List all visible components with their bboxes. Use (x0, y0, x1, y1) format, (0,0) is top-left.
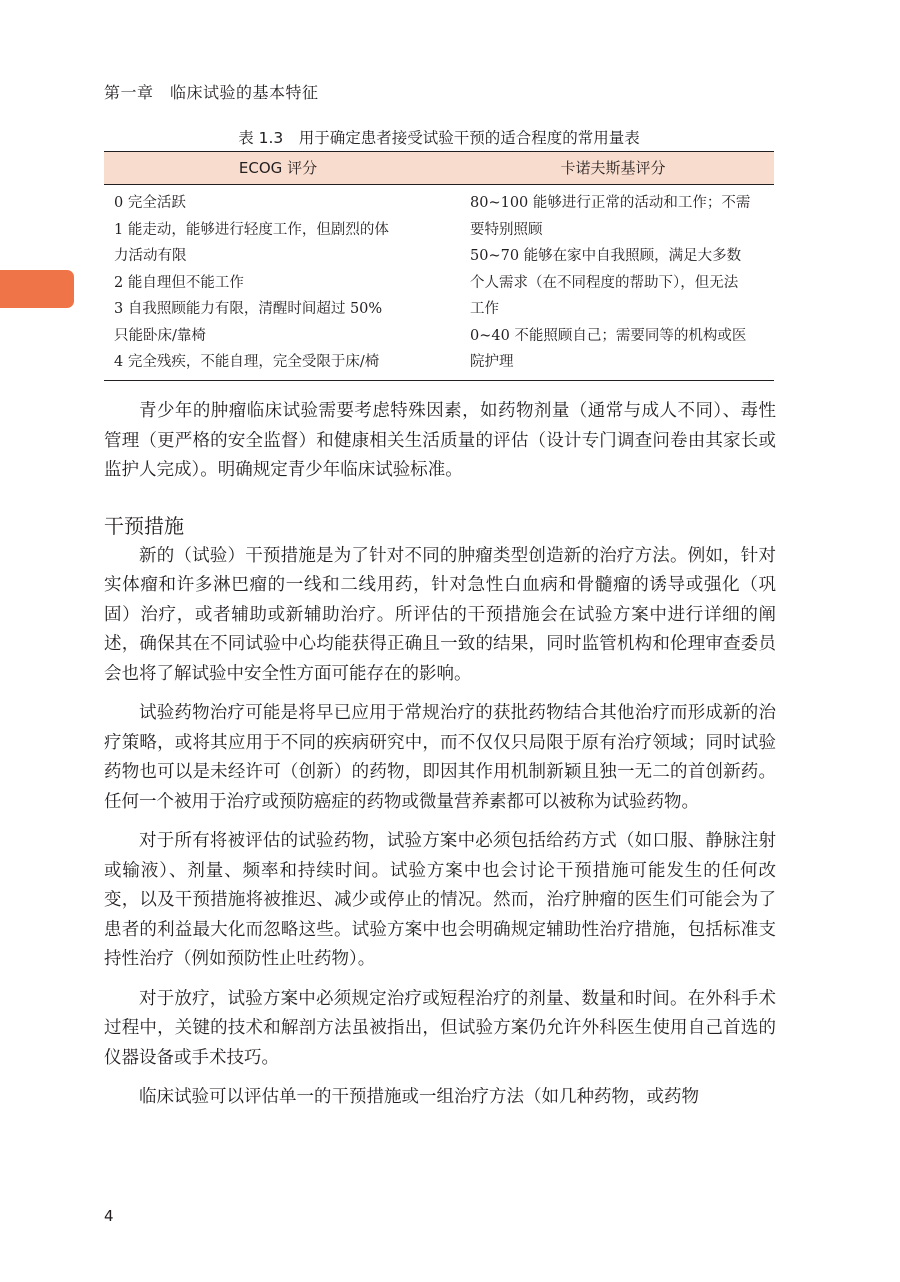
karnofsky-line: 要特别照顾 (470, 221, 543, 238)
paragraph-new-interventions: 新的（试验）干预措施是为了针对不同的肿瘤类型创造新的治疗方法。例如，针对实体瘤和许多淋巴瘤的一线和二线用药，针对急性白血病和骨髓瘤的诱导或强化（巩固）治疗，或者辅助或新辅助治疗。所评估的干预措施会在试验方案中进行详细的阐述，确保其在不同试验中心均能获得正确且一致的结果，同时监管机构和伦理审查委员会也将了解试验中安全性方面可能存在的影响。 (104, 545, 776, 684)
ecog-line: 3 自我照顾能力有限，清醒时间超过 50% (114, 301, 383, 317)
karnofsky-line: 工作 (470, 301, 499, 317)
karnofsky-line: 50~70 能够在家中自我照顾，满足大多数 (470, 248, 742, 264)
paragraph-radiotherapy-surgery: 对于放疗，试验方案中必须规定治疗或短程治疗的剂量、数量和时间。在外科手术过程中，关键的技术和解剖方法虽被指出，但试验方案仍允许外科医生使用自己首选的仪器设备或手术技巧。 (104, 988, 776, 1068)
ecog-line: 2 能自理但不能工作 (114, 274, 244, 291)
table-header-row (104, 152, 774, 185)
running-head-chapter-title: 第一章 临床试验的基本特征 (104, 83, 319, 102)
chapter-side-tab (0, 270, 74, 308)
ecog-line: 只能卧床/靠椅 (114, 327, 206, 344)
paragraph-investigational-drugs: 试验药物治疗可能是将早已应用于常规治疗的获批药物结合其他治疗而形成新的治疗策略，或将其应用于不同的疾病研究中，而不仅仅只局限于原有治疗领域；同时试验药物也可以是未经许可（创新）的药物，即因其作用机制新颖且独一无二的首创新药。任何一个被用于治疗或预防癌症的药物或微量营养素都可以被称为试验药物。 (104, 703, 776, 812)
ecog-line: 4 完全残疾，不能自理，完全受限于床/椅 (114, 354, 380, 370)
karnofsky-cell (452, 185, 774, 381)
ecog-cell (104, 185, 452, 381)
ecog-line: 力活动有限 (114, 248, 187, 264)
karnofsky-line: 院护理 (470, 354, 514, 370)
table-row (104, 185, 774, 381)
paragraph-combined-interventions: 临床试验可以评估单一的干预措施或一组治疗方法（如几种药物，或药物 (139, 1087, 699, 1107)
paragraph-adolescent-trials: 青少年的肿瘤临床试验需要考虑特殊因素，如药物剂量（通常与成人不同）、毒性管理（更严格的安全监督）和健康相关生活质量的评估（设计专门调查问卷由其家长或监护人完成）。明确规定青少年临床试验标准。 (104, 401, 776, 480)
column-header-karnofsky: 卡诺夫斯基评分 (452, 152, 774, 185)
table-caption: 表 1.3 用于确定患者接受试验干预的适合程度的常用量表 (238, 129, 640, 147)
column-header-ecog: ECOG 评分 (104, 152, 452, 185)
performance-scale-table (104, 151, 774, 381)
page-number: 4 (104, 1207, 114, 1225)
karnofsky-line: 个人需求（在不同程度的帮助下），但无法 (470, 274, 739, 291)
section-heading-interventions: 干预措施 (104, 513, 184, 538)
ecog-line: 0 完全活跃 (114, 195, 186, 211)
ecog-line: 1 能走动，能够进行轻度工作，但剧烈的体 (114, 221, 389, 238)
paragraph-drug-administration: 对于所有将被评估的试验药物，试验方案中必须包括给药方式（如口服、静脉注射或输液）、剂量、频率和持续时间。试验方案中也会讨论干预措施可能发生的任何改变，以及干预措施将被推迟、减少或停止的情况。然而，治疗肿瘤的医生们可能会为了患者的利益最大化而忽略这些。试验方案中也会明确规定辅助性治疗措施，包括标准支持性治疗（例如预防性止吐药物）。 (104, 831, 776, 969)
karnofsky-line: 80~100 能够进行正常的活动和工作；不需 (470, 195, 751, 211)
body-text (104, 397, 776, 1113)
karnofsky-line: 0~40 不能照顾自己；需要同等的机构或医 (470, 327, 747, 344)
